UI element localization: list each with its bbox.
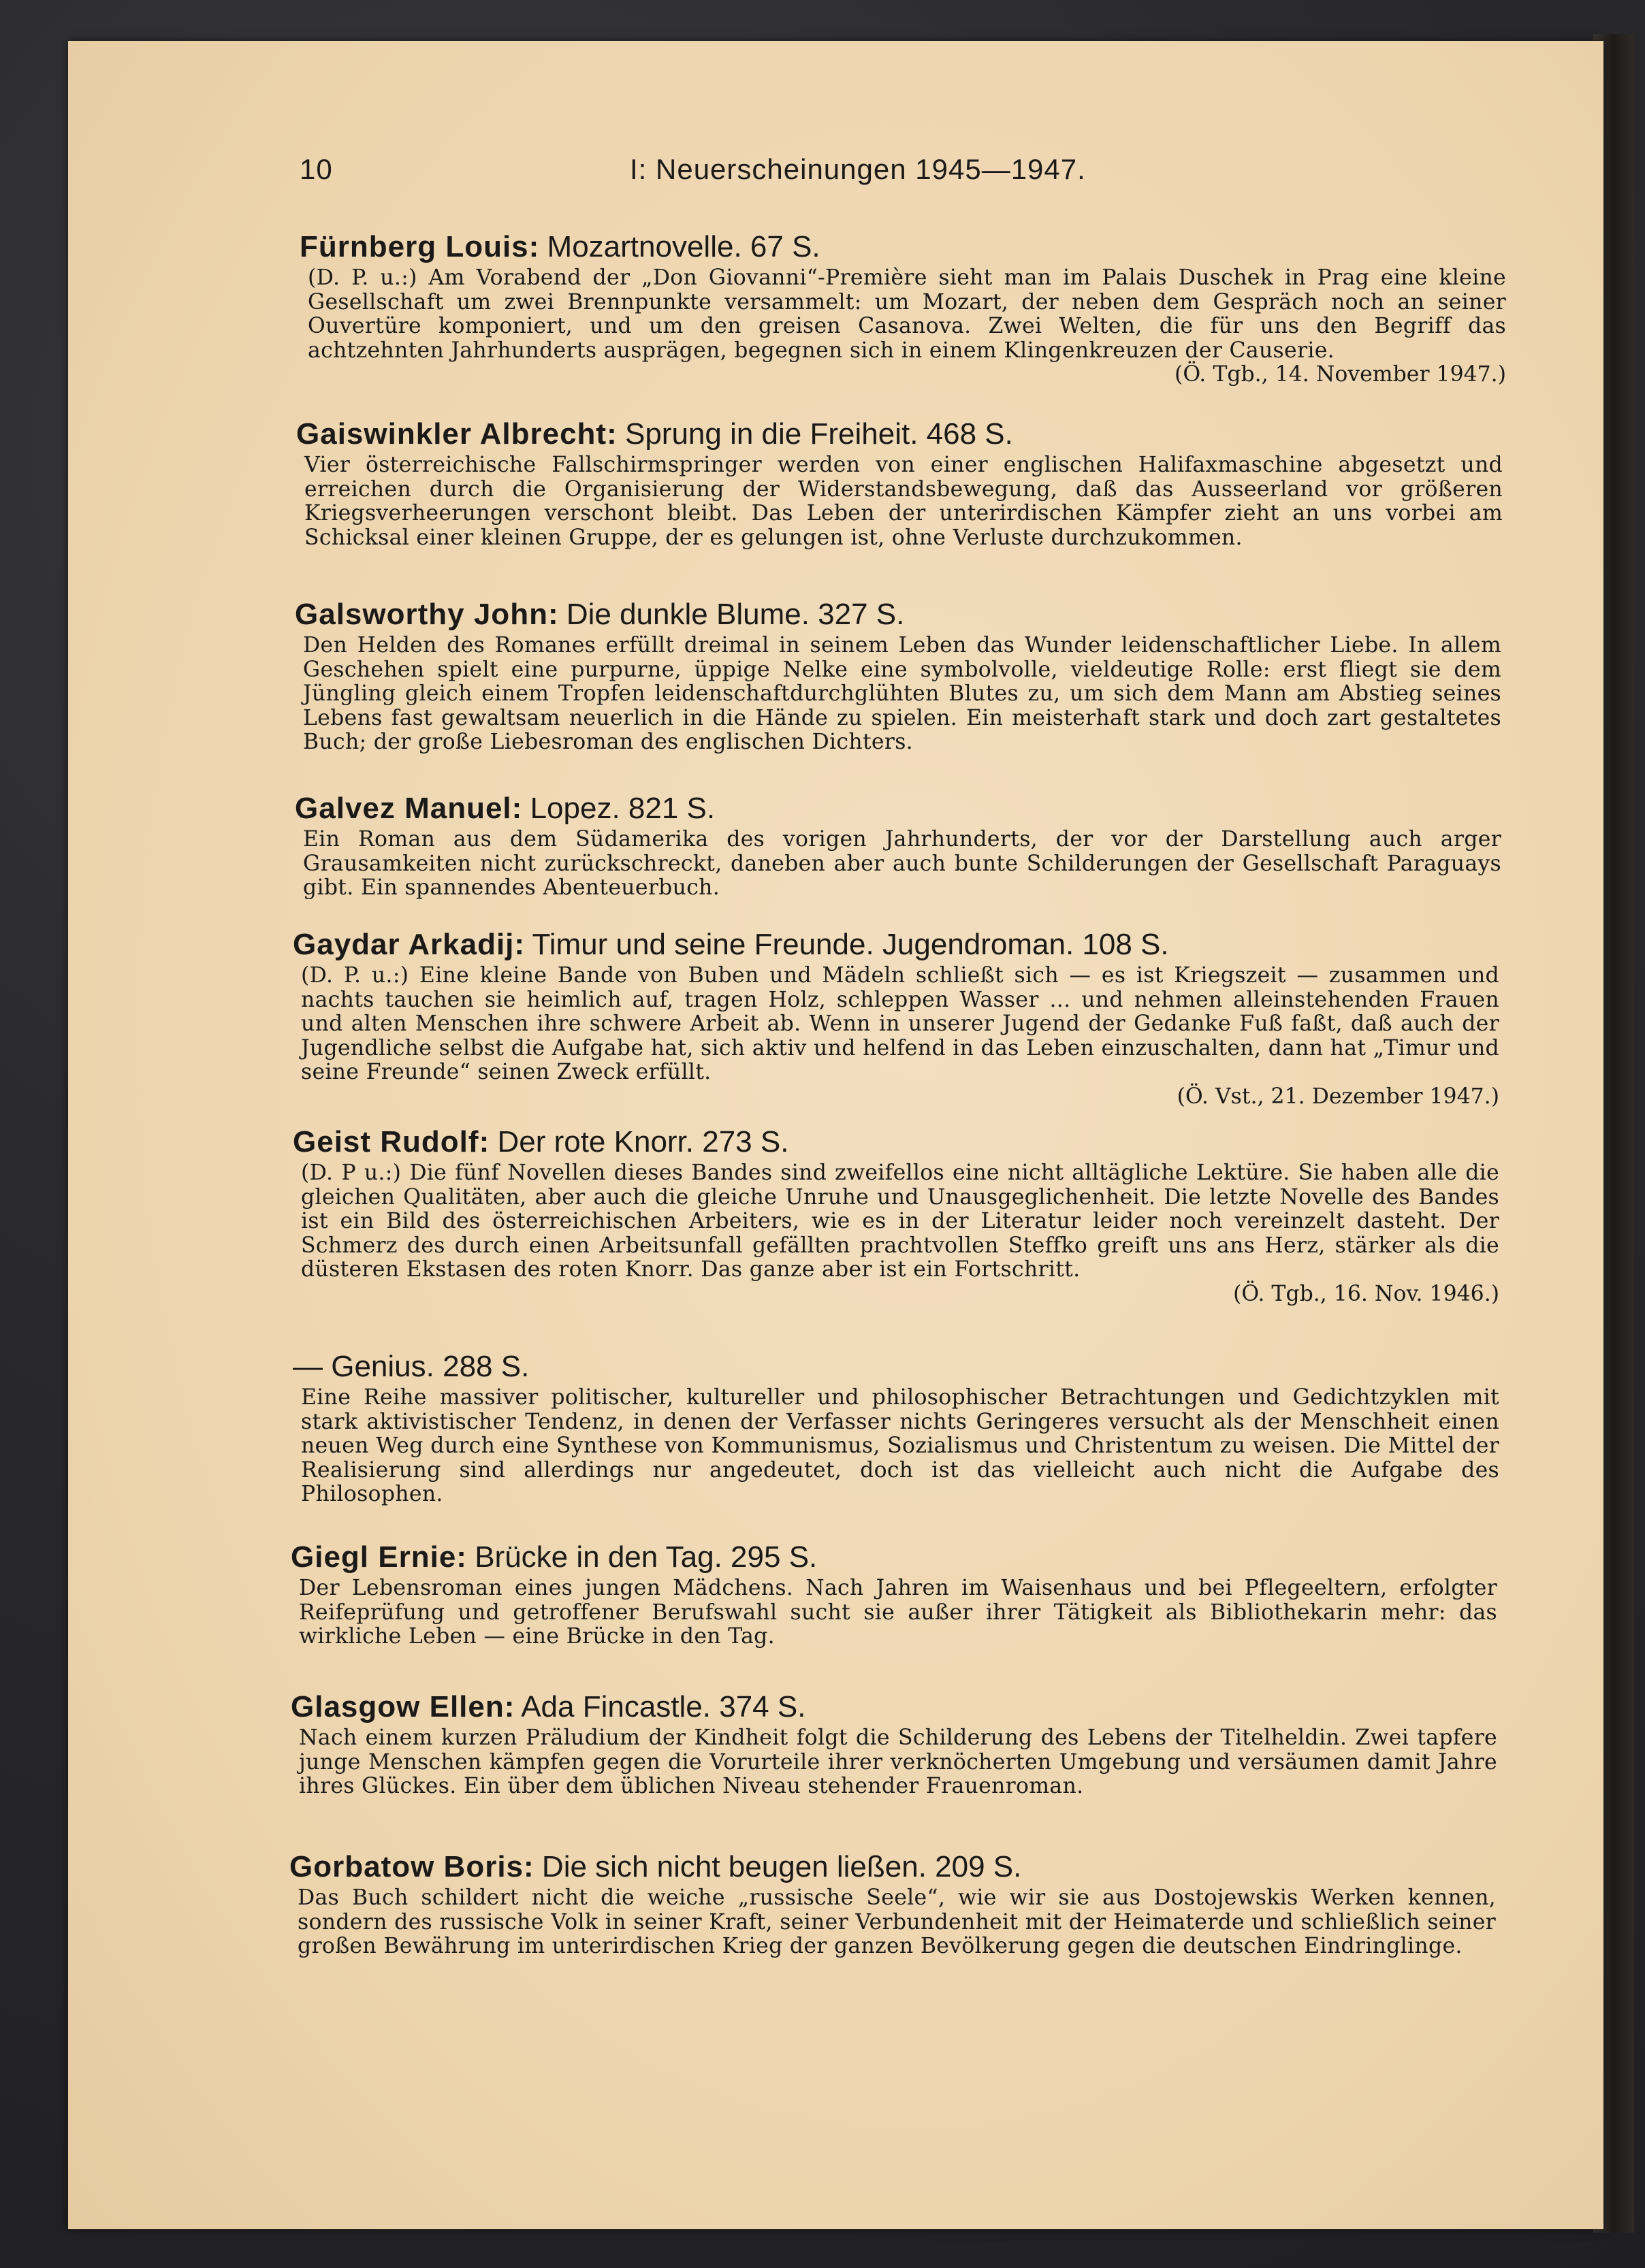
entry-text: Nach einem kurzen Präludium der Kindheit folgt die Schilderung des Lebens der Titelheldin. Zwei tapfere junge Menschen kämpfen gegen die Vorurteile ihrer verknöcherten Umgebung und versäumen damit Jahre ihres Glückes. Ein über dem üblichen Niveau stehender Frauenroman.: [299, 1726, 1497, 1798]
entry-heading: Gaydar Arkadij: Timur und seine Freunde. Jugendroman. 108 S.: [293, 928, 1169, 961]
entry-text: Das Buch schildert nicht die weiche „russische Seele“, wie wir sie aus Dostojewskis Werken kennen, sondern des russische Volk in seiner Kraft, seiner Verbundenheit mit der Heimaterde und schließlich seiner großen Bewährung im unterirdischen Krieg der ganzen Bevölkerung gegen die deutschen Eindringlinge.: [298, 1885, 1496, 1958]
entry-geist: [293, 1123, 1512, 1306]
entry-title: Timur und seine Freunde. Jugendroman. 108 S.: [532, 928, 1169, 961]
entry-heading: Galsworthy John: Die dunkle Blume. 327 S.: [295, 598, 905, 631]
entry-heading: Geist Rudolf: Der rote Knorr. 273 S.: [293, 1125, 789, 1159]
entry-source: (Ö. Vst., 21. Dezember 1947.): [1177, 1084, 1499, 1109]
entry-heading: [293, 1348, 1512, 1386]
entry-title: Sprung in die Freiheit. 468 S.: [624, 417, 1013, 451]
entry-giegl: [291, 1538, 1510, 1649]
entry-author: Gaydar Arkadij: [293, 928, 515, 961]
entry-author: Geist Rudolf: [293, 1125, 479, 1159]
entry-genius: [293, 1348, 1512, 1507]
page-content: [228, 146, 1506, 1958]
entry-title: Die sich nicht beugen ließen. 209 S.: [541, 1850, 1022, 1883]
entry-author: Galvez Manuel: [295, 792, 512, 825]
entry-text: Ein Roman aus dem Südamerika des vorigen Jahrhunderts, der vor der Darstellung auch arger Grausamkeiten nicht zurückschreckt, daneben aber auch bunte Schilderungen der Gesellschaft Paraguays gibt. Ein spannendes Abenteuerbuch.: [303, 827, 1501, 900]
entry-author: Glasgow Ellen: [291, 1690, 505, 1723]
entry-gaiswinkler: [296, 415, 1515, 550]
entry-text: (D. P u.:) Die fünf Novellen dieses Bandes sind zweifellos eine nicht alltägliche Lektüre. Sie haben alle die gleichen Qualitäten, aber auch die gleiche Unruhe und Unausgeglichenheit. Die letzte Novelle des Bandes ist ein Bild des österreichischen Arbeiters, wie es in der Literatur leider noch vereinzelt dasteht. Der Schmerz des durch einen Arbeitsunfall gefällten prachtvollen Steffko greift uns ans Herz, stärker als die düsteren Ekstasen des roten Knorr. Das ganze aber ist ein Fortschritt.: [301, 1161, 1499, 1282]
entry-heading: Gorbatow Boris: Die sich nicht beugen ließen. 209 S.: [289, 1850, 1022, 1883]
entry-text: Der Lebensroman eines jungen Mädchens. Nach Jahren im Waisenhaus und bei Pflegeeltern, erfolgter Reifeprüfung und getroffener Berufswahl sucht sie außer ihrer Tätigkeit als Bibliothekarin mehr: das wirkliche Leben — eine Brücke in den Tag.: [299, 1576, 1497, 1649]
running-title: I: Neuerscheinungen 1945—1947.: [630, 153, 1086, 185]
entry-title: Mozartnovelle. 67 S.: [547, 230, 820, 263]
entry-heading: Giegl Ernie: Brücke in den Tag. 295 S.: [291, 1540, 818, 1574]
entry-text: (D. P. u.:) Am Vorabend der „Don Giovanni“-Première sieht man im Palais Duschek in Prag eine kleine Gesellschaft um zwei Brennpunkte versammelt: um Mozart, der neben dem Gespräch noch an seiner Ouvertüre komponiert, und um den greisen Casanova. Zwei Welten, die für uns den Begriff das achtzehnten Jahrhunderts ausprägen, begegnen sich in einem Klingenkreuzen der Causerie.: [308, 265, 1506, 363]
entry-heading: Galvez Manuel: Lopez. 821 S.: [295, 792, 716, 825]
entry-heading: Glasgow Ellen: Ada Fincastle. 374 S.: [291, 1690, 806, 1723]
entry-gaydar: [293, 926, 1512, 1109]
entry-text: Den Helden des Romanes erfüllt dreimal in seinem Leben das Wunder leidenschaftlicher Liebe. In allem Geschehen spielt eine purpurne, üppige Nelke eine symbolvolle, vieldeutige Rolle: erst fliegt sie dem Jüngling gleich einem Tropfen leidenschaftdurchglühten Blutes zu, um sich dem Mann am Abstieg seines Lebens fast gewaltsam neuerlich in die Hände zu spielen. Ein meisterhaft stark und doch zart gestaltetes Buch; der große Liebesroman des englischen Dichters.: [303, 633, 1501, 754]
entry-source: (Ö. Tgb., 14. November 1947.): [1175, 362, 1506, 387]
entry-title: Lopez. 821 S.: [530, 792, 716, 825]
entry-author: Giegl Ernie: [291, 1540, 457, 1574]
entry-gorbatow: [289, 1848, 1508, 1959]
entry-heading: Fürnberg Louis: Mozartnovelle. 67 S.: [300, 230, 820, 263]
entry-glasgow: [291, 1688, 1510, 1799]
entry-author: Fürnberg Louis: [300, 230, 529, 263]
entry-text: Eine Reihe massiver politischer, kultureller und philosophischer Betrachtungen und Gedichtzyklen mit stark aktivistischer Tendenz, in denen der Verfasser nichts Geringeres versucht als der Menschheit einen neuen Weg durch eine Synthese von Kommunismus, Sozialismus und Christentum zu weisen. Die Mittel der Realisierung sind allerdings nur angedeutet, doch ist das vielleicht auch nicht die Aufgabe des Philosophen.: [301, 1385, 1499, 1506]
entry-author: —: [293, 1350, 323, 1383]
page-number: 10: [300, 153, 333, 185]
entry-title: Genius. 288 S.: [331, 1350, 530, 1383]
entry-galsworthy: [295, 596, 1514, 755]
entry-author: Gaiswinkler Albrecht: [296, 417, 607, 451]
entry-galvez: [295, 790, 1514, 901]
entry-heading: Gaiswinkler Albrecht: Sprung in die Freiheit. 468 S.: [296, 417, 1013, 451]
page-header: [228, 146, 1464, 187]
entry-text: (D. P. u.:) Eine kleine Bande von Buben und Mädeln schließt sich — es ist Kriegszeit — zusammen und nachts tauchen sie heimlich auf, tragen Holz, schleppen Wasser ... und nehmen alleinstehenden Frauen und alten Menschen ihre schwere Arbeit ab. Wenn in unserer Jugend der Gedanke Fuß faßt, daß auch der Jugendliche selbst die Aufgabe hat, sich aktiv und helfend in das Leben einzuschalten, dann hat „Timur und seine Freunde“ seinen Zweck erfüllt.: [301, 963, 1499, 1084]
entry-source: (Ö. Tgb., 16. Nov. 1946.): [1233, 1281, 1499, 1306]
entry-title: Der rote Knorr. 273 S.: [497, 1125, 789, 1159]
entry-author: Galsworthy John: [295, 598, 548, 631]
entry-title: Die dunkle Blume. 327 S.: [566, 598, 905, 631]
entry-text: Vier österreichische Fallschirmspringer werden von einer englischen Halifaxmaschine abgesetzt und erreichen durch die Organisierung der Widerstandsbewegung, daß das Ausseerland vor größeren Kriegsverheerungen verschont bleibt. Das Leben der unterirdischen Kämpfer zieht an uns vorbei am Schicksal einer kleinen Gruppe, der es gelungen ist, ohne Verluste durchzukommen.: [304, 453, 1503, 550]
entry-title: Brücke in den Tag. 295 S.: [475, 1540, 818, 1574]
entry-author: Gorbatow Boris: [289, 1850, 524, 1883]
entry-fuernberg: [300, 228, 1518, 387]
entry-title: Ada Fincastle. 374 S.: [521, 1690, 806, 1723]
